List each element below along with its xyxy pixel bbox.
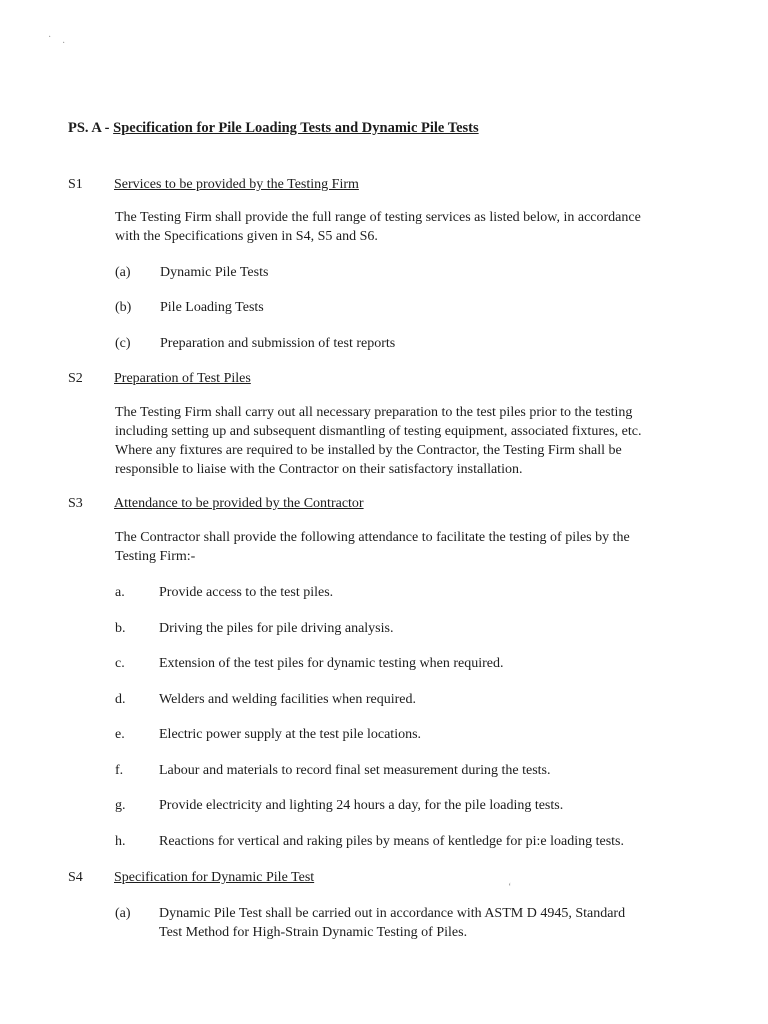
list-item-text: Preparation and submission of test reports	[160, 336, 396, 351]
list-item-text: Driving the piles for pile driving analysis.	[159, 621, 394, 636]
paragraph-line: The Testing Firm shall carry out all necessary preparation to the test piles prior to the testing	[115, 405, 633, 420]
list-item-text: Labour and materials to record final set measurement during the tests.	[159, 763, 551, 778]
list-item-label: g.	[115, 798, 126, 813]
paragraph-line: Where any fixtures are required to be installed by the Contractor, the Testing Firm shall be	[115, 443, 622, 458]
list-item-label: (b)	[115, 300, 132, 315]
list-item-text: Dynamic Pile Tests	[160, 265, 269, 280]
list-item-label: b.	[115, 621, 126, 636]
scan-speck: ʻ	[508, 882, 512, 893]
list-item-label: (a)	[115, 265, 131, 280]
list-item-label: (c)	[115, 336, 131, 351]
list-item-line: Dynamic Pile Test shall be carried out in accordance with ASTM D 4945, Standard	[159, 906, 626, 921]
list-item-label: d.	[115, 692, 126, 707]
section-heading: Preparation of Test Piles	[114, 371, 251, 386]
section-heading: Services to be provided by the Testing Firm	[114, 177, 359, 192]
paragraph-line: with the Specifications given in S4, S5 and S6.	[115, 229, 378, 244]
list-item-text	[159, 904, 625, 942]
section-s2-paragraph	[115, 403, 695, 479]
section-heading: Attendance to be provided by the Contractor	[114, 496, 364, 511]
title-prefix: PS. A -	[68, 120, 114, 136]
section-number: S1	[68, 177, 83, 192]
paragraph-line: The Testing Firm shall provide the full range of testing services as listed below, in accordance	[115, 210, 641, 225]
list-item-text: Provide access to the test piles.	[159, 585, 334, 600]
title-main: Specification for Pile Loading Tests and Dynamic Pile Tests	[113, 120, 479, 136]
list-item-text: Reactions for vertical and raking piles by means of kentledge for pi:e loading tests.	[159, 834, 624, 849]
list-item-text: Pile Loading Tests	[160, 300, 264, 315]
list-item-label: f.	[115, 763, 124, 778]
scan-speck: ·	[62, 38, 66, 49]
list-item-text: Extension of the test piles for dynamic testing when required.	[159, 656, 504, 671]
paragraph-line: responsible to liaise with the Contractor on their satisfactory installation.	[115, 462, 523, 477]
list-item-text: Welders and welding facilities when required.	[159, 692, 417, 707]
section-number: S2	[68, 371, 83, 386]
document-title	[68, 119, 479, 138]
paragraph-line: Testing Firm:-	[115, 549, 196, 564]
section-number: S4	[68, 870, 83, 885]
section-number: S3	[68, 496, 83, 511]
list-item-line: Test Method for High-Strain Dynamic Testing of Piles.	[159, 925, 468, 940]
paragraph-line: The Contractor shall provide the following attendance to facilitate the testing of piles by the	[115, 530, 630, 545]
paragraph-line: including setting up and subsequent dismantling of testing equipment, associated fixtures, etc.	[115, 424, 642, 439]
list-item-label: h.	[115, 834, 126, 849]
list-item-label: a.	[115, 585, 125, 600]
section-s3-paragraph	[115, 528, 695, 566]
list-item-text: Electric power supply at the test pile locations.	[159, 727, 422, 742]
section-heading: Specification for Dynamic Pile Test	[114, 870, 315, 885]
scan-speck: ·	[48, 32, 52, 43]
list-item-text: Provide electricity and lighting 24 hours a day, for the pile loading tests.	[159, 798, 564, 813]
list-item-label: e.	[115, 727, 125, 742]
section-s1-paragraph	[115, 208, 695, 246]
list-item-label: c.	[115, 656, 125, 671]
list-item-label: (a)	[115, 906, 131, 921]
